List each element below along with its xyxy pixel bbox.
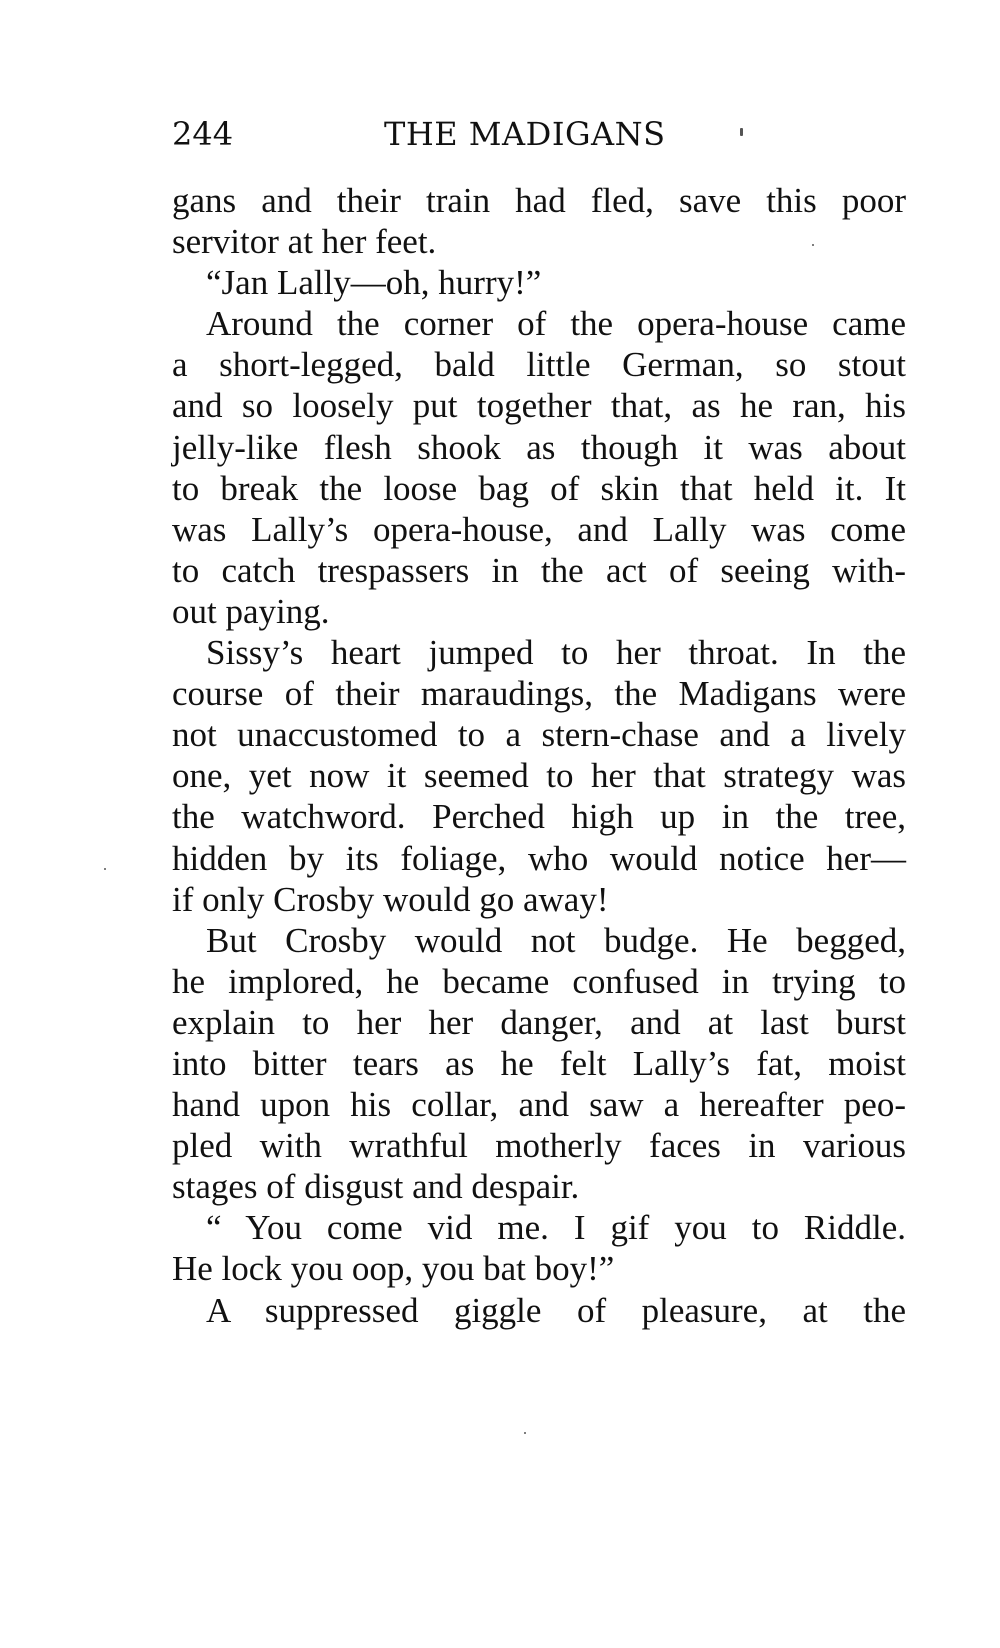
text-line: was Lally’s opera-house, and Lally was come — [172, 509, 906, 549]
text-line: hand upon his collar, and saw a hereafter peo- — [172, 1085, 906, 1125]
text-line: if only Crosby would go away! — [172, 879, 609, 919]
text-line: one, yet now it seemed to her that strategy was — [172, 756, 906, 796]
text-line: the watchword. Perched high up in the tree, — [172, 797, 906, 837]
text-line: gans and their train had fled, save this poor — [172, 181, 906, 220]
text-line: hidden by its foliage, who would notice her— — [172, 838, 906, 878]
text-line: to break the loose bag of skin that held it. It — [172, 468, 906, 508]
text-line: jelly-like flesh shook as though it was about — [172, 427, 906, 467]
text-line: He lock you oop, you bat boy!” — [172, 1249, 615, 1289]
text-line: and so loosely put together that, as he ran, his — [172, 386, 906, 426]
text-line: Sissy’s heart jumped to her throat. In the — [206, 633, 906, 673]
running-title: THE MADIGANS — [384, 115, 666, 153]
page-number: 244 — [172, 115, 234, 153]
text-line: “Jan Lally—oh, hurry!” — [206, 263, 542, 303]
text-line: A suppressed giggle of pleasure, at the — [206, 1290, 906, 1330]
text-line: Around the corner of the opera-house came — [206, 304, 906, 344]
text-line: pled with wrathful motherly faces in various — [172, 1126, 906, 1166]
text-line: not unaccustomed to a stern-chase and a lively — [172, 715, 906, 755]
body-text — [172, 180, 906, 1331]
text-line: into bitter tears as he felt Lally’s fat, moist — [172, 1043, 906, 1083]
text-line: stages of disgust and despair. — [172, 1167, 580, 1207]
scan-speck — [740, 128, 743, 136]
text-line: servitor at her feet. — [172, 222, 437, 262]
page-header — [172, 112, 732, 156]
text-line: to catch trespassers in the act of seeing with- — [172, 550, 906, 590]
text-line: course of their maraudings, the Madigans were — [172, 674, 906, 714]
text-line: out paying. — [172, 591, 330, 631]
scan-speck — [104, 868, 106, 870]
text-line: he implored, he became confused in trying to — [172, 961, 906, 1001]
text-line: explain to her her danger, and at last burst — [172, 1002, 906, 1042]
text-line: “ You come vid me. I gif you to Riddle. — [206, 1208, 906, 1248]
scan-speck — [812, 244, 814, 246]
text-line: But Crosby would not budge. He begged, — [206, 920, 906, 960]
text-line: a short-legged, bald little German, so stout — [172, 345, 906, 385]
scan-speck — [524, 1432, 526, 1434]
